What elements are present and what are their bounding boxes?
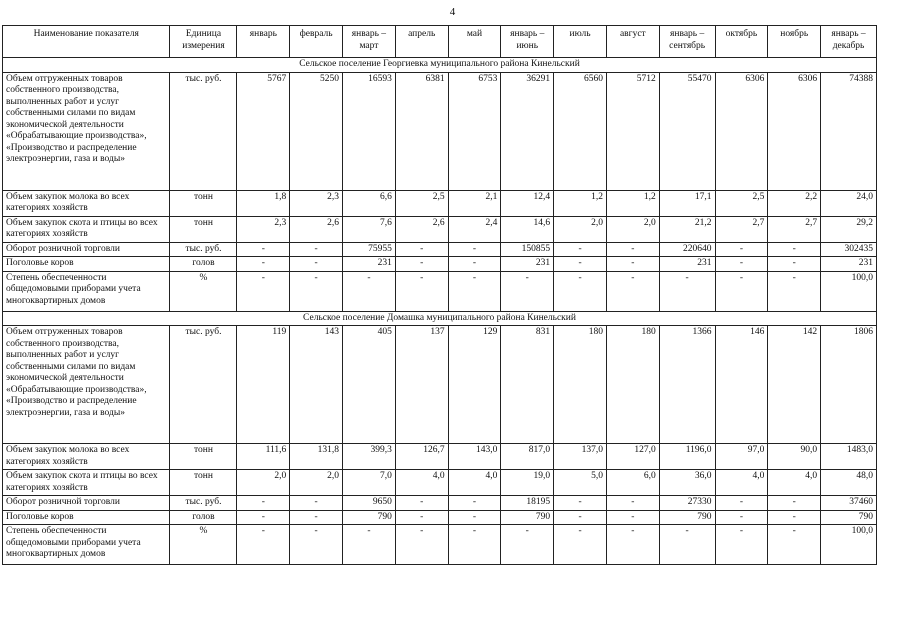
- indicator-name: Объем закупок молока во всех категориях хозяйств: [3, 444, 170, 470]
- value-cell: -: [768, 257, 821, 272]
- value-cell: -: [290, 510, 343, 525]
- value-cell: 4,0: [768, 470, 821, 496]
- value-cell: 1366: [659, 326, 715, 444]
- value-cell: 5,0: [554, 470, 607, 496]
- value-cell: -: [395, 242, 448, 257]
- value-cell: -: [768, 510, 821, 525]
- value-cell: -: [554, 257, 607, 272]
- value-cell: -: [237, 496, 290, 511]
- value-cell: -: [290, 257, 343, 272]
- value-cell: 2,3: [237, 216, 290, 242]
- value-cell: -: [448, 510, 501, 525]
- header-month: январь – июнь: [501, 26, 554, 58]
- value-cell: 5712: [606, 72, 659, 190]
- value-cell: -: [237, 257, 290, 272]
- value-cell: 36,0: [659, 470, 715, 496]
- value-cell: 790: [501, 510, 554, 525]
- unit-cell: тыс. руб.: [170, 242, 237, 257]
- value-cell: -: [237, 525, 290, 565]
- value-cell: 220640: [659, 242, 715, 257]
- unit-cell: тонн: [170, 444, 237, 470]
- value-cell: 14,6: [501, 216, 554, 242]
- indicator-name: Объем закупок молока во всех категориях хозяйств: [3, 190, 170, 216]
- value-cell: -: [606, 525, 659, 565]
- value-cell: 2,0: [237, 470, 290, 496]
- value-cell: 2,0: [290, 470, 343, 496]
- header-month: октябрь: [715, 26, 768, 58]
- value-cell: 817,0: [501, 444, 554, 470]
- value-cell: -: [237, 271, 290, 311]
- header-month: май: [448, 26, 501, 58]
- value-cell: -: [554, 242, 607, 257]
- value-cell: 21,2: [659, 216, 715, 242]
- indicator-name: Оборот розничной торговли: [3, 242, 170, 257]
- value-cell: 180: [554, 326, 607, 444]
- table-row: [3, 510, 877, 525]
- unit-cell: %: [170, 271, 237, 311]
- value-cell: 37460: [821, 496, 877, 511]
- value-cell: 1806: [821, 326, 877, 444]
- header-row: [3, 26, 877, 58]
- indicator-name: Объем отгруженных товаров собственного производства, выполненных работ и услуг собственными силами по видам экономической деятельности «Обрабатывающие производства», «Производство и распределение электроэнергии, газа и воды»: [3, 326, 170, 444]
- value-cell: -: [448, 257, 501, 272]
- table-row: [3, 216, 877, 242]
- value-cell: -: [659, 271, 715, 311]
- value-cell: -: [395, 496, 448, 511]
- value-cell: -: [606, 271, 659, 311]
- value-cell: 75955: [343, 242, 396, 257]
- value-cell: 2,7: [715, 216, 768, 242]
- value-cell: 399,3: [343, 444, 396, 470]
- table-row: [3, 496, 877, 511]
- value-cell: -: [768, 242, 821, 257]
- value-cell: 100,0: [821, 271, 877, 311]
- value-cell: 4,0: [448, 470, 501, 496]
- value-cell: 143,0: [448, 444, 501, 470]
- value-cell: 2,1: [448, 190, 501, 216]
- table-row: [3, 525, 877, 565]
- value-cell: 100,0: [821, 525, 877, 565]
- value-cell: -: [395, 510, 448, 525]
- value-cell: -: [768, 525, 821, 565]
- value-cell: 36291: [501, 72, 554, 190]
- unit-cell: голов: [170, 257, 237, 272]
- value-cell: 16593: [343, 72, 396, 190]
- unit-cell: тыс. руб.: [170, 72, 237, 190]
- value-cell: 131,8: [290, 444, 343, 470]
- value-cell: 90,0: [768, 444, 821, 470]
- value-cell: -: [448, 496, 501, 511]
- header-month: январь – декабрь: [821, 26, 877, 58]
- value-cell: 17,1: [659, 190, 715, 216]
- header-unit: Единица измерения: [170, 26, 237, 58]
- unit-cell: тонн: [170, 470, 237, 496]
- value-cell: 55470: [659, 72, 715, 190]
- indicator-name: Степень обеспеченности общедомовыми приборами учета многоквартирных домов: [3, 271, 170, 311]
- value-cell: 6,0: [606, 470, 659, 496]
- value-cell: -: [237, 510, 290, 525]
- value-cell: 790: [659, 510, 715, 525]
- header-month: июль: [554, 26, 607, 58]
- table-row: [3, 242, 877, 257]
- value-cell: -: [343, 271, 396, 311]
- value-cell: 405: [343, 326, 396, 444]
- value-cell: 2,5: [395, 190, 448, 216]
- value-cell: -: [343, 525, 396, 565]
- table-row: [3, 72, 877, 190]
- value-cell: 2,2: [768, 190, 821, 216]
- value-cell: -: [554, 525, 607, 565]
- value-cell: 1,2: [606, 190, 659, 216]
- value-cell: 6306: [768, 72, 821, 190]
- value-cell: 7,6: [343, 216, 396, 242]
- value-cell: -: [448, 271, 501, 311]
- header-month: ноябрь: [768, 26, 821, 58]
- unit-cell: %: [170, 525, 237, 565]
- value-cell: -: [554, 496, 607, 511]
- indicator-name: Объем закупок скота и птицы во всех категориях хозяйств: [3, 470, 170, 496]
- value-cell: -: [768, 271, 821, 311]
- value-cell: -: [715, 525, 768, 565]
- indicator-name: Объем отгруженных товаров собственного производства, выполненных работ и услуг собственными силами по видам экономической деятельности «Обрабатывающие производства», «Производство и распределение электроэнергии, газа и воды»: [3, 72, 170, 190]
- value-cell: 111,6: [237, 444, 290, 470]
- indicator-name: Поголовье коров: [3, 257, 170, 272]
- value-cell: 74388: [821, 72, 877, 190]
- value-cell: -: [237, 242, 290, 257]
- value-cell: -: [715, 257, 768, 272]
- value-cell: -: [606, 510, 659, 525]
- value-cell: 24,0: [821, 190, 877, 216]
- value-cell: 126,7: [395, 444, 448, 470]
- value-cell: 129: [448, 326, 501, 444]
- value-cell: 127,0: [606, 444, 659, 470]
- value-cell: -: [501, 525, 554, 565]
- value-cell: 48,0: [821, 470, 877, 496]
- section-title: Сельское поселение Георгиевка муниципального района Кинельский: [3, 58, 877, 73]
- value-cell: 119: [237, 326, 290, 444]
- value-cell: 231: [659, 257, 715, 272]
- header-month: январь – март: [343, 26, 396, 58]
- value-cell: 1,8: [237, 190, 290, 216]
- value-cell: 302435: [821, 242, 877, 257]
- value-cell: 231: [821, 257, 877, 272]
- value-cell: -: [606, 496, 659, 511]
- value-cell: -: [554, 510, 607, 525]
- value-cell: 97,0: [715, 444, 768, 470]
- value-cell: 7,0: [343, 470, 396, 496]
- value-cell: -: [501, 271, 554, 311]
- value-cell: 6381: [395, 72, 448, 190]
- table-row: [3, 470, 877, 496]
- value-cell: 4,0: [715, 470, 768, 496]
- value-cell: -: [715, 271, 768, 311]
- value-cell: 4,0: [395, 470, 448, 496]
- header-month: февраль: [290, 26, 343, 58]
- table-row: [3, 444, 877, 470]
- indicator-name: Поголовье коров: [3, 510, 170, 525]
- indicator-name: Степень обеспеченности общедомовыми приборами учета многоквартирных домов: [3, 525, 170, 565]
- value-cell: -: [768, 496, 821, 511]
- header-month: апрель: [395, 26, 448, 58]
- unit-cell: тыс. руб.: [170, 326, 237, 444]
- value-cell: -: [290, 242, 343, 257]
- section-row: [3, 58, 877, 73]
- value-cell: 6306: [715, 72, 768, 190]
- table-row: [3, 257, 877, 272]
- value-cell: -: [715, 496, 768, 511]
- value-cell: -: [290, 496, 343, 511]
- value-cell: -: [606, 257, 659, 272]
- value-cell: 790: [343, 510, 396, 525]
- indicator-name: Объем закупок скота и птицы во всех категориях хозяйств: [3, 216, 170, 242]
- unit-cell: тонн: [170, 216, 237, 242]
- value-cell: 180: [606, 326, 659, 444]
- value-cell: 1196,0: [659, 444, 715, 470]
- table-row: [3, 326, 877, 444]
- value-cell: -: [554, 271, 607, 311]
- unit-cell: тыс. руб.: [170, 496, 237, 511]
- value-cell: 19,0: [501, 470, 554, 496]
- indicators-table: [2, 25, 877, 565]
- value-cell: 231: [501, 257, 554, 272]
- value-cell: 2,5: [715, 190, 768, 216]
- unit-cell: тонн: [170, 190, 237, 216]
- value-cell: 5250: [290, 72, 343, 190]
- value-cell: 142: [768, 326, 821, 444]
- value-cell: 231: [343, 257, 396, 272]
- unit-cell: голов: [170, 510, 237, 525]
- value-cell: 2,6: [395, 216, 448, 242]
- value-cell: -: [606, 242, 659, 257]
- section-row: [3, 311, 877, 326]
- value-cell: 831: [501, 326, 554, 444]
- value-cell: 2,6: [290, 216, 343, 242]
- value-cell: -: [448, 242, 501, 257]
- value-cell: 18195: [501, 496, 554, 511]
- value-cell: -: [715, 510, 768, 525]
- value-cell: -: [290, 271, 343, 311]
- page-number: 4: [449, 6, 456, 18]
- value-cell: 2,3: [290, 190, 343, 216]
- header-month: август: [606, 26, 659, 58]
- value-cell: -: [395, 257, 448, 272]
- header-month: январь: [237, 26, 290, 58]
- value-cell: -: [448, 525, 501, 565]
- value-cell: -: [395, 525, 448, 565]
- value-cell: 2,4: [448, 216, 501, 242]
- table-row: [3, 271, 877, 311]
- header-indicator-name: Наименование показателя: [3, 26, 170, 58]
- indicator-name: Оборот розничной торговли: [3, 496, 170, 511]
- value-cell: -: [290, 525, 343, 565]
- value-cell: 29,2: [821, 216, 877, 242]
- value-cell: 12,4: [501, 190, 554, 216]
- value-cell: 6560: [554, 72, 607, 190]
- value-cell: -: [395, 271, 448, 311]
- value-cell: -: [715, 242, 768, 257]
- value-cell: 1483,0: [821, 444, 877, 470]
- value-cell: 790: [821, 510, 877, 525]
- value-cell: 137: [395, 326, 448, 444]
- value-cell: 27330: [659, 496, 715, 511]
- value-cell: 1,2: [554, 190, 607, 216]
- value-cell: 6,6: [343, 190, 396, 216]
- table-row: [3, 190, 877, 216]
- value-cell: 143: [290, 326, 343, 444]
- value-cell: 6753: [448, 72, 501, 190]
- header-month: январь – сентябрь: [659, 26, 715, 58]
- value-cell: 5767: [237, 72, 290, 190]
- value-cell: -: [659, 525, 715, 565]
- value-cell: 2,0: [554, 216, 607, 242]
- section-title: Сельское поселение Домашка муниципального района Кинельский: [3, 311, 877, 326]
- value-cell: 2,0: [606, 216, 659, 242]
- value-cell: 9650: [343, 496, 396, 511]
- value-cell: 2,7: [768, 216, 821, 242]
- value-cell: 150855: [501, 242, 554, 257]
- value-cell: 137,0: [554, 444, 607, 470]
- value-cell: 146: [715, 326, 768, 444]
